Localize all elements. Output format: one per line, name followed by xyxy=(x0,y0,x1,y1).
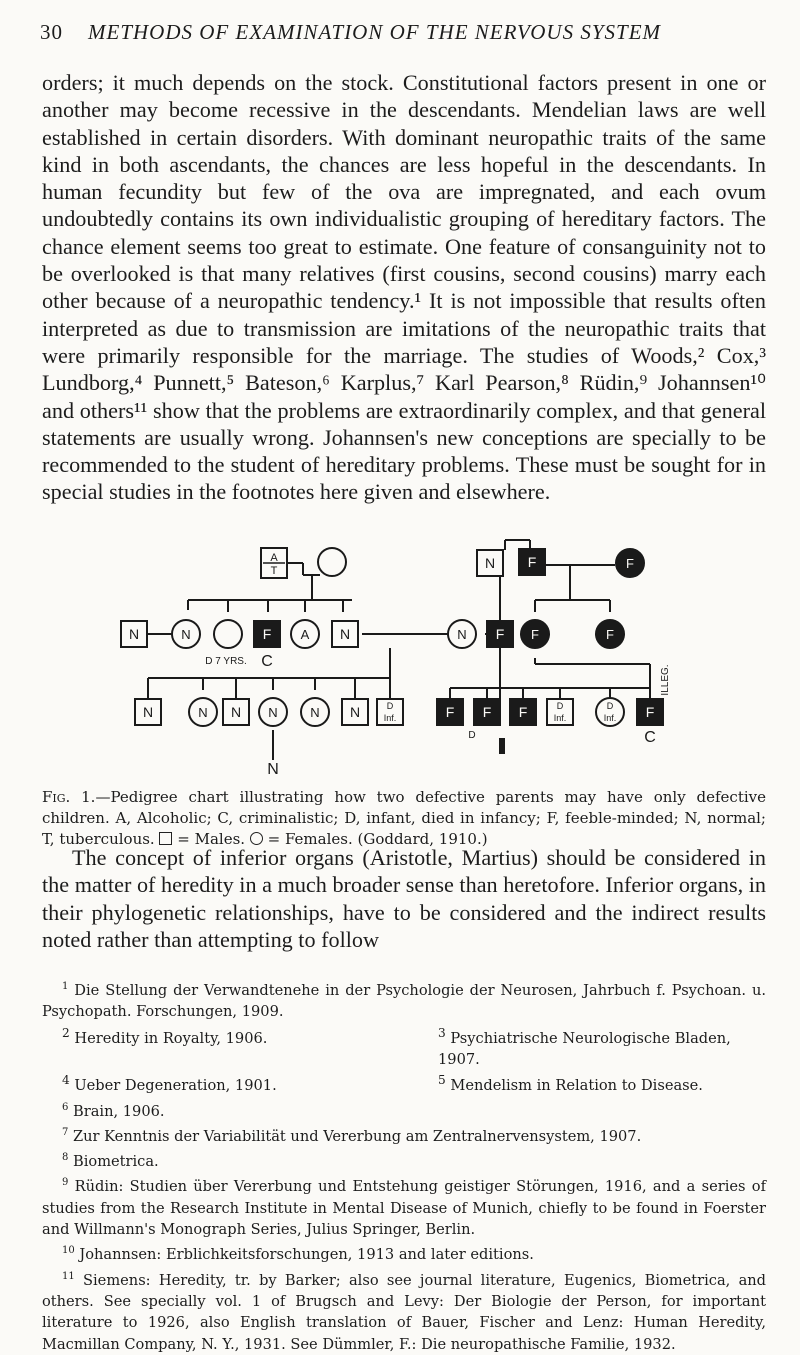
female-symbol-gen1 xyxy=(318,548,346,576)
male-label: N xyxy=(484,555,496,571)
label-inf: Inf. xyxy=(603,713,617,723)
caption-text: —Pedigree chart illustrating how two defective parents may have only defective children. A, Alcoholic; C, criminalistic; D, infant, died in infancy; F, feeble-minded; N, normal; T, tuberculous. xyxy=(42,788,766,848)
footnote-text: Brain, 1906. xyxy=(73,1102,165,1120)
female-label: N xyxy=(181,627,191,642)
body-paragraph-1: orders; it much depends on the stock. Constitutional factors present in one or another may become recessive in the descendants. Mendelian laws are well established in certain disorders. With dominant neuropathic traits of the same kind in both ascendants, the chances are less hopeful in the descendants. In human fecundity but few of the ova are impregnated, and each ovum undoubtedly contains its own individualistic grouping of hereditary factors. The chance element seems too great to estimate. One feature of consanguinity not to be overlooked is that many relatives (first cousins, second cousins) marry each other because of a neuropathic tendency.¹ It is not impossible that results often interpreted as due to transmission are imitations of the neuropathic traits that were primarily responsible for the marriage. The studies of Woods,² Cox,³ Lundborg,⁴ Punnett,⁵ Bateson,⁶ Karplus,⁷ Karl Pearson,⁸ Rüdin,⁹ Johannsen¹⁰ and others¹¹ show that the problems are extraordinarily complex, and that general statements are usually wrong. Johannsen's new conceptions are specially to be recommended to the student of hereditary problems. These must be sought for in special studies in the footnotes here given and elsewhere. xyxy=(42,70,766,505)
label-illeg: ILLEG. xyxy=(660,664,671,696)
label-inf: Inf. xyxy=(383,713,397,723)
female-symbol-gen2-d xyxy=(214,620,242,648)
male-label: N xyxy=(339,626,351,642)
body-paragraph-2: The concept of inferior organs (Aristotle, Martius) should be considered in the matter of heredity in a much broader sense than heretofore. Inferior organs, in their phylogenetic relationships, have to be considered and the indirect results noted rather than attempting to follow xyxy=(42,845,766,952)
footnote-mark: 7 xyxy=(62,1126,69,1138)
footnote-mark: 6 xyxy=(62,1101,69,1113)
pedigree-lines xyxy=(147,540,650,760)
footnote-text: Siemens: Heredity, tr. by Barker; also see journal literature, Eugenics, Biometrica, and others. See specially vol. 1 of Brugsch and Levy: Der Biologie der Person, for important literature to 1926, also English translation of Bauer, Fischer and Lenz: Human Heredity, Macmillan Company, N. Y., 1931. See Dümmler, F.: Die neuropathische Familie, 1932. xyxy=(42,1271,767,1353)
female-label: N xyxy=(198,705,208,720)
footnote-2 xyxy=(62,1023,414,1071)
caption-fig-label: Fig. 1. xyxy=(42,788,96,806)
footnote-11 xyxy=(42,1266,766,1355)
footnote-mark: 8 xyxy=(62,1152,69,1164)
footnote-text: Zur Kenntnis der Variabilität und Vererbung am Zentralnervensystem, 1907. xyxy=(73,1127,642,1145)
female-label: F xyxy=(606,627,614,642)
male-label: F xyxy=(445,704,455,720)
footnote-9 xyxy=(42,1172,766,1240)
label-d: D xyxy=(386,701,394,711)
footnote-3 xyxy=(414,1023,766,1071)
male-label-a: A xyxy=(270,552,278,564)
footnote-text: Ueber Degeneration, 1901. xyxy=(74,1077,277,1095)
footnote-mark: 4 xyxy=(62,1073,70,1088)
footnote-mark: 9 xyxy=(62,1177,69,1189)
caption-females: = Females. (Goddard, 1910.) xyxy=(267,830,488,848)
footnote-1 xyxy=(42,976,766,1023)
footnote-text: Mendelism in Relation to Disease. xyxy=(450,1077,703,1095)
female-label: A xyxy=(300,627,310,642)
footnote-text: Psychiatrische Neurologische Bladen, 1907. xyxy=(438,1029,731,1068)
label-d: D xyxy=(468,730,476,741)
label-d-yrs: D 7 YRS. xyxy=(205,656,247,667)
male-label: N xyxy=(230,704,242,720)
female-label: N xyxy=(268,705,278,720)
female-label: F xyxy=(531,627,539,642)
footnote-text: Die Stellung der Verwandtenehe in der Psychologie der Neurosen, Jahrbuch f. Psychoan. u. Psychopath. Forschungen, 1909. xyxy=(42,981,766,1021)
male-label: N xyxy=(349,704,361,720)
footnote-mark: 2 xyxy=(62,1025,70,1040)
page-number: 30 xyxy=(40,20,63,44)
footnote-6 xyxy=(42,1097,766,1122)
footnote-5 xyxy=(414,1070,766,1096)
footnote-mark: 5 xyxy=(438,1073,446,1088)
footnote-mark: 3 xyxy=(438,1025,446,1040)
male-label: F xyxy=(518,704,528,720)
footnote-mark: 11 xyxy=(62,1270,75,1282)
female-label: F xyxy=(626,556,634,571)
female-label: N xyxy=(310,705,320,720)
footnote-row xyxy=(42,1070,766,1096)
footnote-7 xyxy=(42,1122,766,1147)
male-label: F xyxy=(482,704,492,720)
male-label-t: T xyxy=(270,565,278,577)
label-inf: Inf. xyxy=(553,713,567,723)
label-c: C xyxy=(644,729,656,746)
footnotes xyxy=(42,976,766,1355)
footnote-text: Rüdin: Studien über Vererbung und Entstehung geistiger Störungen, 1916, and a series of studies from the Research Institute in Mental Disease of Munich, chiefly to be found in Foerster and Willmann's Monograph Series, Julius Springer, Berlin. xyxy=(42,1178,766,1239)
caption-males: = Males. xyxy=(177,830,246,848)
footnote-row xyxy=(42,1023,766,1071)
running-title: METHODS OF EXAMINATION OF THE NERVOUS SYSTEM xyxy=(88,20,662,44)
footnote-4 xyxy=(62,1070,414,1096)
stillborn-marker xyxy=(499,738,505,754)
label-d: D xyxy=(606,701,614,711)
footnote-text: Biometrica. xyxy=(73,1153,159,1170)
footnote-text: Heredity in Royalty, 1906. xyxy=(74,1029,268,1047)
male-label: N xyxy=(142,704,154,720)
footnote-mark: 10 xyxy=(62,1245,75,1257)
female-label: N xyxy=(457,627,467,642)
footnote-text: Johannsen: Erblichkeitsforschungen, 1913 and later editions. xyxy=(79,1246,534,1264)
male-label: F xyxy=(262,626,272,642)
footnote-10 xyxy=(42,1240,766,1265)
figure-caption xyxy=(42,787,766,850)
male-label: F xyxy=(495,626,505,642)
footnote-8 xyxy=(42,1147,766,1172)
footnote-mark: 1 xyxy=(62,981,69,992)
label-c: C xyxy=(261,653,273,670)
male-label: F xyxy=(527,554,537,570)
label-d: D xyxy=(556,701,564,711)
male-label: N xyxy=(128,626,140,642)
male-label: F xyxy=(645,704,655,720)
label-n: N xyxy=(267,761,279,778)
